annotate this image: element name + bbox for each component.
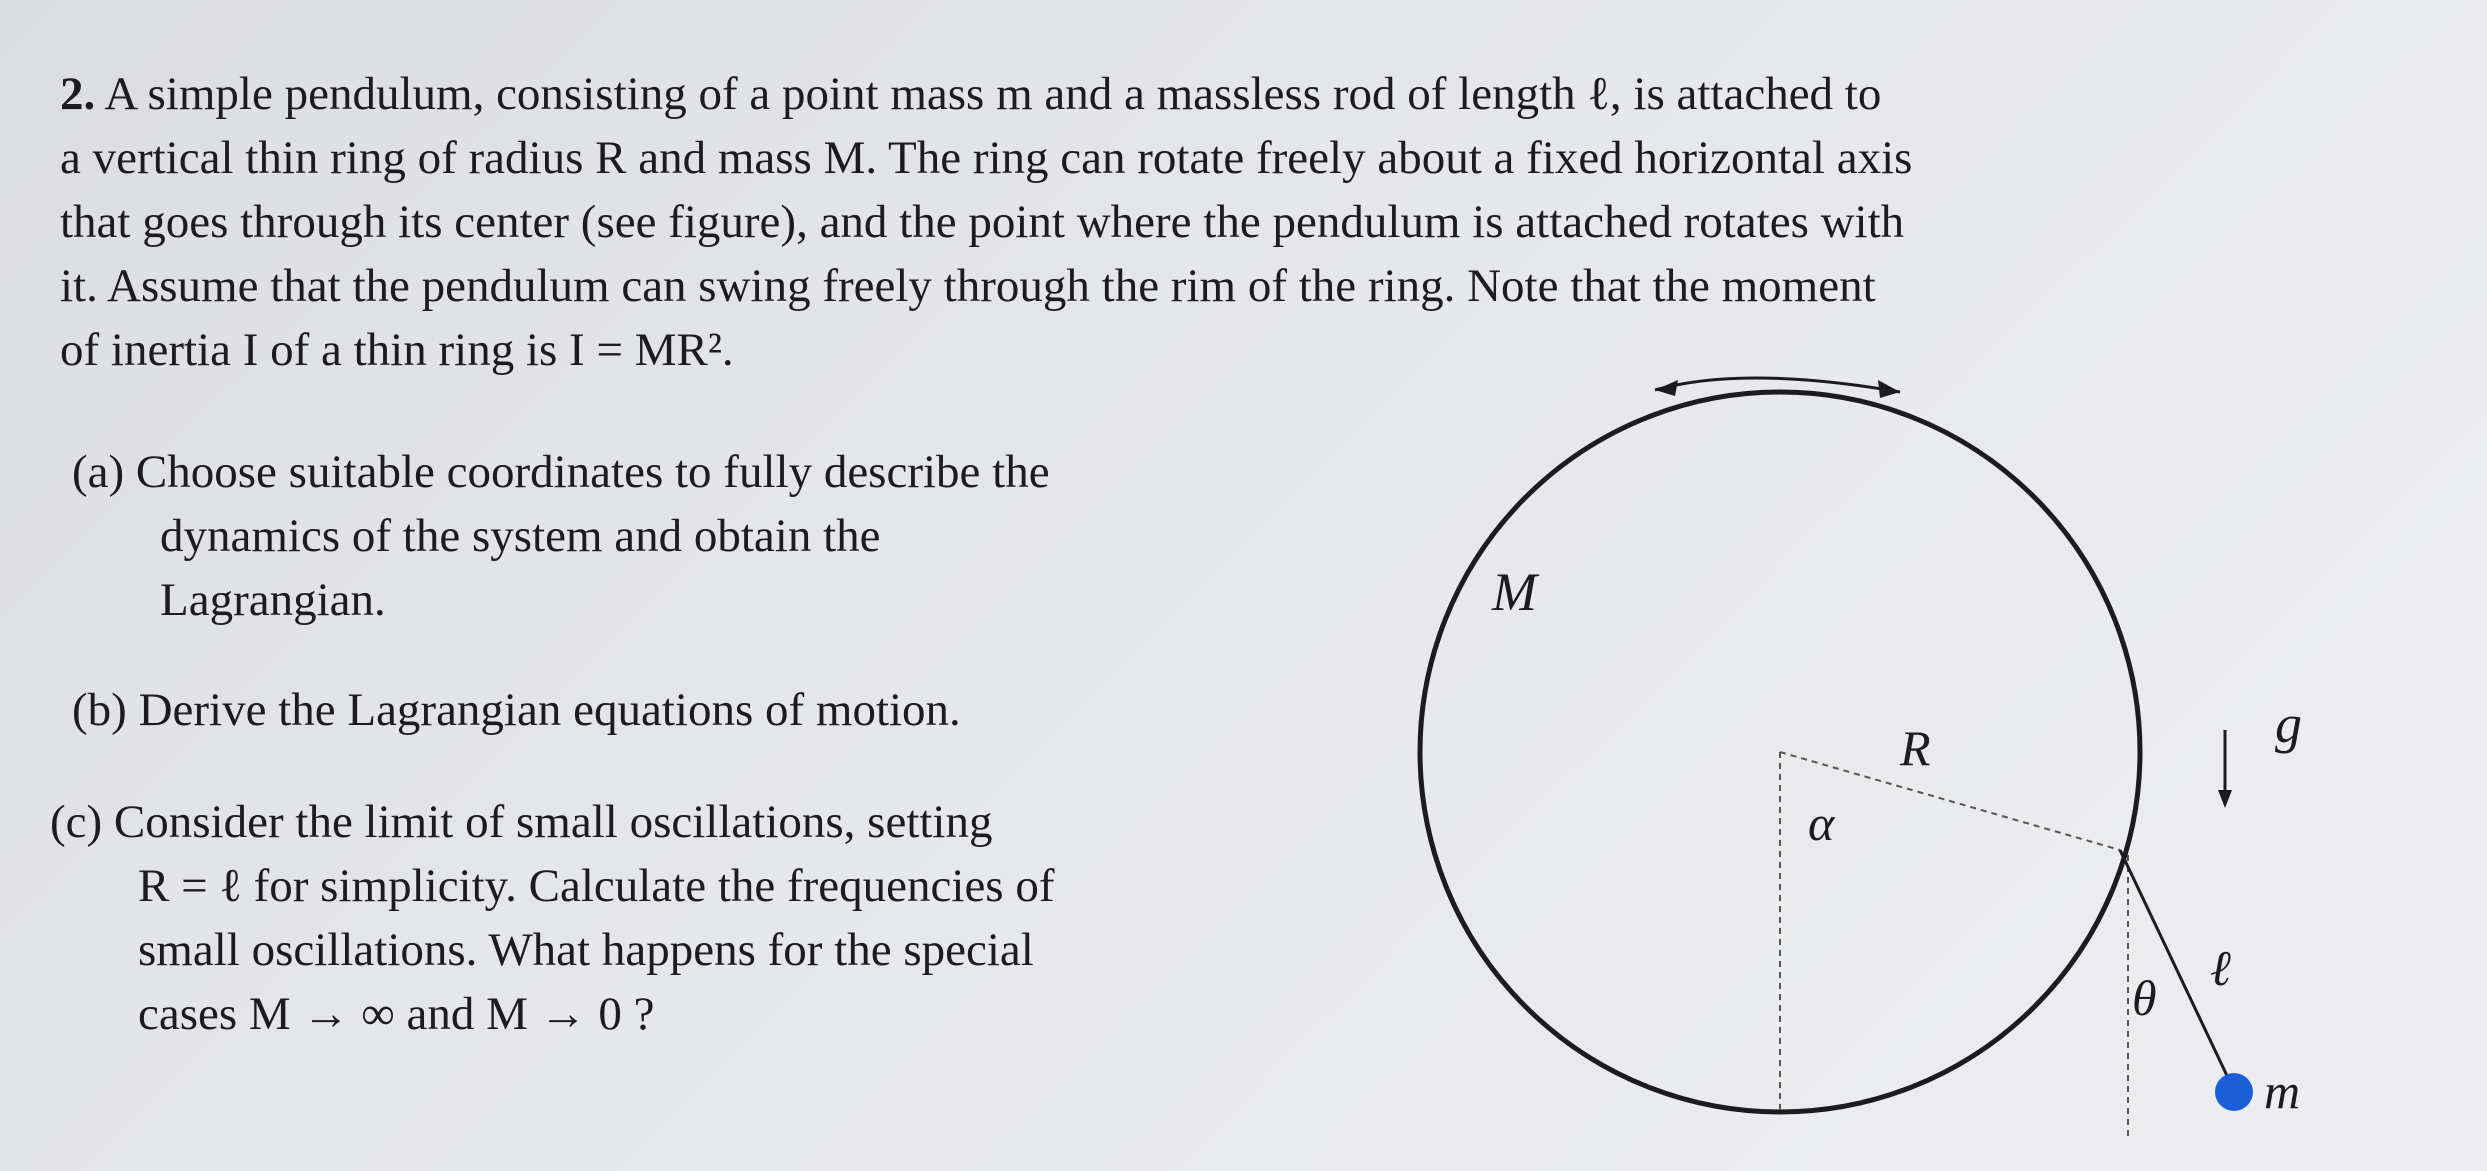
label-point-mass: m — [2264, 1063, 2301, 1119]
part-c-line-4: cases M → ∞ and M → 0 ? — [138, 988, 655, 1040]
gravity-arrow-icon — [2218, 730, 2232, 808]
intro-line-1: 2. A simple pendulum, consisting of a point mass m and a massless rod of length ℓ, is attached to — [60, 68, 1882, 120]
part-c-line-3: small oscillations. What happens for the special — [138, 924, 1034, 976]
pendulum-ring-figure — [1400, 360, 2360, 1160]
part-b-label: (b) — [72, 684, 127, 736]
part-c — [50, 790, 1055, 1046]
part-a-line-1: Choose suitable coordinates to fully describe the — [135, 446, 1050, 498]
intro-line-4: it. Assume that the pendulum can swing freely through the rim of the ring. Note that the moment — [60, 260, 1876, 312]
part-b — [72, 678, 961, 742]
label-gravity: g — [2275, 694, 2302, 754]
part-c-line-2: R = ℓ for simplicity. Calculate the frequencies of — [138, 860, 1055, 912]
label-radius: R — [1900, 720, 1931, 776]
label-theta: θ — [2132, 970, 2157, 1026]
part-a-line-3: Lagrangian. — [160, 574, 386, 626]
part-a — [72, 440, 1050, 632]
part-b-line-1: Derive the Lagrangian equations of motion. — [138, 684, 961, 736]
point-mass — [2215, 1073, 2253, 1111]
intro-line-2: a vertical thin ring of radius R and mass M. The ring can rotate freely about a fixed horizontal axis — [60, 132, 1913, 184]
part-a-line-2: dynamics of the system and obtain the — [160, 510, 881, 562]
part-c-line-1: Consider the limit of small oscillations, setting — [113, 796, 993, 848]
part-a-label: (a) — [72, 446, 125, 498]
label-alpha: α — [1808, 795, 1835, 851]
problem-number: 2. — [60, 68, 96, 120]
part-c-label: (c) — [50, 796, 103, 848]
intro-line-5: of inertia I of a thin ring is I = MR². — [60, 324, 734, 376]
label-rod-length: ℓ — [2210, 940, 2231, 996]
problem-intro — [60, 62, 2340, 382]
rotation-arrow-icon — [1655, 378, 1900, 398]
label-ring-mass: M — [1492, 562, 1537, 622]
intro-line-3: that goes through its center (see figure), and the point where the pendulum is attached rotates with — [60, 196, 1905, 248]
